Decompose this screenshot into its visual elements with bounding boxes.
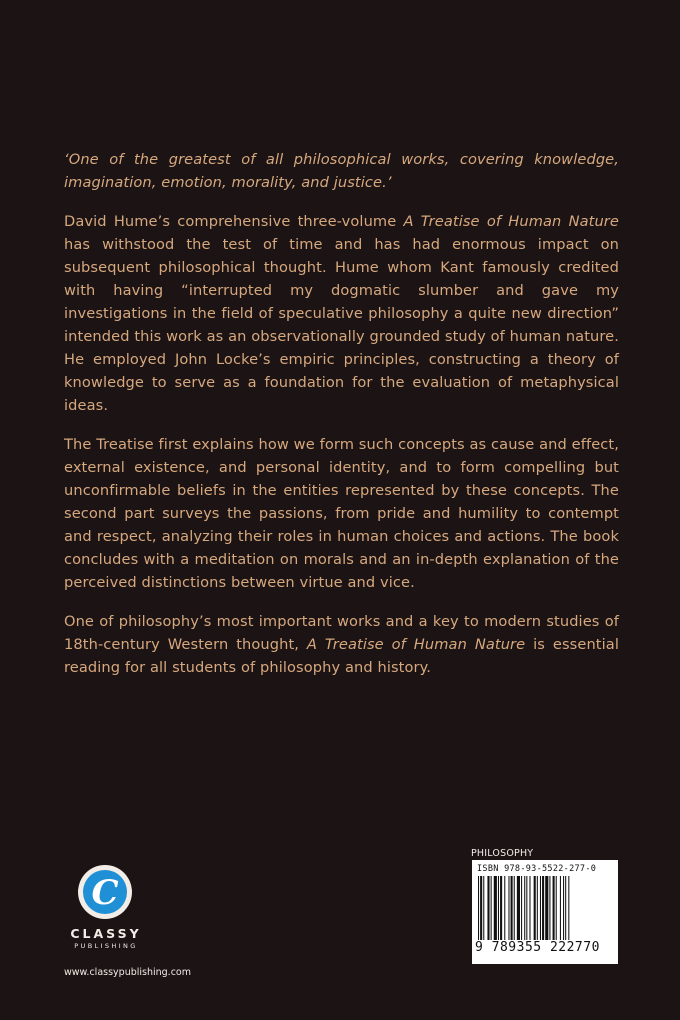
barcode-bars: [478, 876, 612, 940]
isbn-barcode: [472, 860, 618, 964]
book-title: A Treatise of Human Nature: [306, 636, 526, 653]
blurb-paragraph-3: [64, 610, 619, 679]
publisher-logo-icon: [77, 864, 133, 920]
publisher-logo: [62, 862, 152, 958]
isbn-label: ISBN 978-93-5522-277-0: [477, 864, 597, 874]
publisher-name: CLASSY: [70, 926, 142, 941]
logo-letter: C: [91, 873, 119, 913]
isbn-digits: 9 789355 222770: [475, 940, 600, 955]
book-title: A Treatise of Human Nature: [403, 213, 619, 230]
blurb-paragraph-1: [64, 210, 619, 417]
blurb-text: is essential reading for all students of philosophy and history.: [64, 636, 619, 676]
pull-quote: ‘One of the greatest of all philosophical works, covering knowledge, imagination, emotion, morality, and justice.’: [64, 151, 619, 191]
publisher-subname: PUBLISHING: [74, 942, 138, 950]
publisher-website: www.classypublishing.com: [64, 967, 191, 978]
category-label: PHILOSOPHY: [471, 848, 534, 859]
blurb: [64, 148, 619, 695]
blurb-paragraph-2: The Treatise first explains how we form such concepts as cause and effect, external existence, and personal identity, and to form compelling but unconfirmable beliefs in the entities represented by these concepts. The second part surveys the passions, from pride and humility to contempt and respect, analyzing their roles in human choices and actions. The book concludes with a meditation on morals and an in-depth explanation of the perceived distinctions between virtue and vice.: [64, 436, 619, 591]
blurb-text: has withstood the test of time and has had enormous impact on subsequent philosophical thought. Hume whom Kant famously credited with having “interrupted my dogmatic slumber and gave my investigations in the field of speculative philosophy a quite new direction” intended this work as an observationally grounded study of human nature. He employed John Locke’s empiric principles, constructing a theory of knowledge to serve as a foundation for the evaluation of metaphysical ideas.: [64, 236, 619, 414]
blurb-text: David Hume’s comprehensive three-volume: [64, 213, 404, 230]
blurb-text: One of philosophy’s most important works and a key to modern studies of 18th-century Western thought,: [64, 613, 619, 653]
